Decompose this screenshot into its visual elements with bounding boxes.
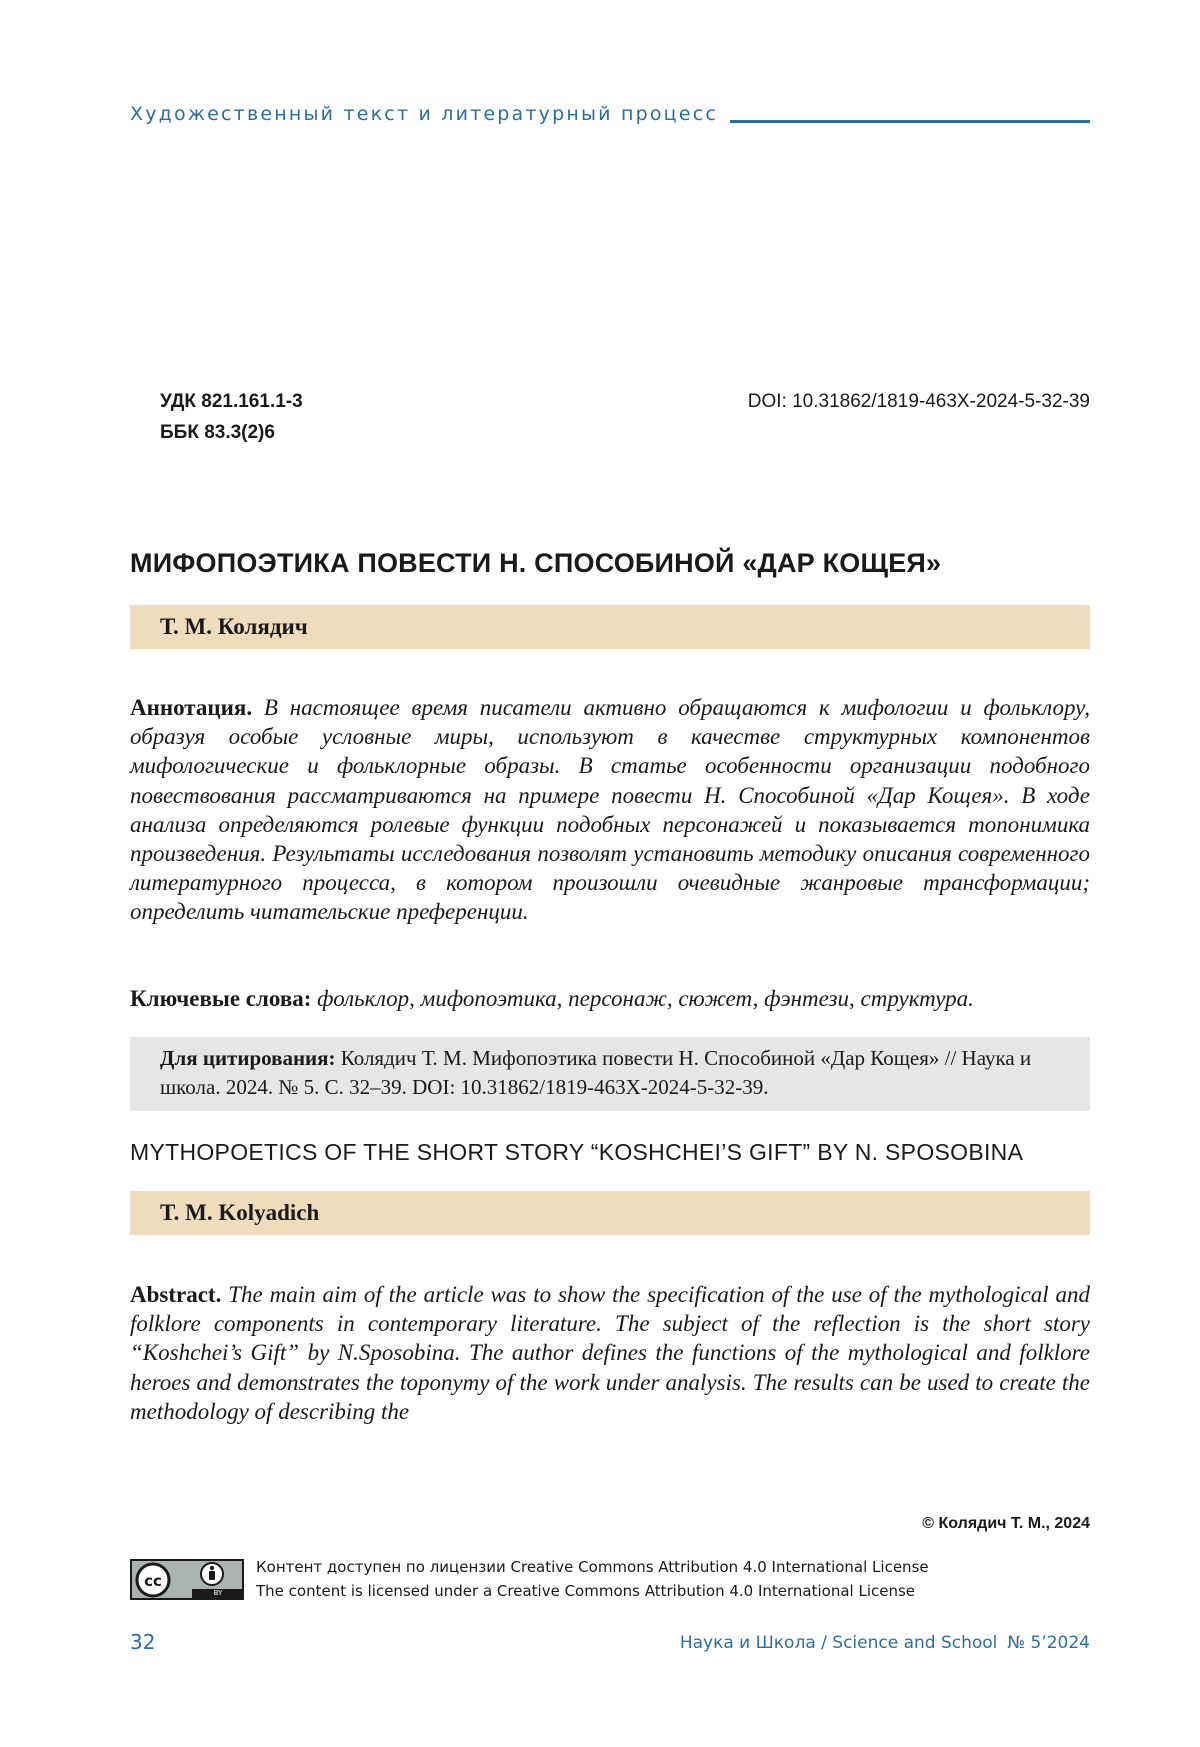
author-bar-en bbox=[130, 1191, 1090, 1235]
abstract bbox=[130, 1280, 1090, 1426]
journal-footer bbox=[600, 1633, 1090, 1653]
udk-code: УДК 821.161.1-3 bbox=[160, 391, 303, 412]
author-name-en: T. M. Kolyadich bbox=[160, 1200, 320, 1225]
license-text-en: The content is licensed under a Creative Commons Attribution 4.0 International License bbox=[256, 1582, 916, 1600]
keywords-text: фольклор, мифопоэтика, персонаж, сюжет, фэнтези, структура. bbox=[317, 986, 974, 1011]
annotation-text: В настоящее время писатели активно обращаются к мифологии и фольклору, образуя особые условные миры, используют в качестве структурных компонентов мифологические и фольклорные образы. В статье особенности организации подобного повествования рассматриваются на примере повести Н. Способиной «Дар Кощея». В ходе анализа определяются ролевые функции подобных персонажей и показывается топонимика произведения. Результаты исследования позволят установить методику описания современного литературного процесса, в котором произошли очевидные жанровые трансформации; определить читательские преференции. bbox=[130, 695, 1090, 925]
annotation-label: Аннотация. bbox=[130, 695, 253, 720]
svg-text:cc: cc bbox=[144, 1572, 162, 1590]
annotation bbox=[130, 693, 1090, 927]
author-name-ru: Т. М. Колядич bbox=[160, 614, 308, 639]
attribution-person-icon bbox=[198, 1561, 226, 1589]
header-rule bbox=[730, 120, 1090, 123]
citation-label: Для цитирования: bbox=[160, 1046, 336, 1070]
article-title-en: MYTHOPOETICS OF THE SHORT STORY “KOSHCHEI’S GIFT” BY N. SPOSOBINA bbox=[130, 1139, 1024, 1165]
abstract-text: The main aim of the article was to show the specification of the use of the mythological and folklore components in contemporary literature. The subject of the reflection is the short story “Koshchei’s Gift” by N.Sposobina. The author defines the functions of the mythological and folklore heroes and demonstrates the toponymy of the work under analysis. The results can be used to create the methodology of describing the bbox=[130, 1282, 1091, 1424]
journal-issue: № 5’2024 bbox=[1007, 1633, 1090, 1653]
cc-by-label: BY bbox=[192, 1589, 244, 1598]
author-bar-ru bbox=[130, 605, 1090, 649]
doi: DOI: 10.31862/1819-463X-2024-5-32-39 bbox=[747, 391, 1090, 412]
page-number: 32 bbox=[130, 1630, 156, 1654]
citation-text-block bbox=[160, 1044, 1060, 1102]
citation-box bbox=[130, 1037, 1090, 1111]
keywords bbox=[130, 984, 1090, 1013]
cc-license-badge[interactable] bbox=[130, 1559, 244, 1600]
section-header: Художественный текст и литературный процесс bbox=[130, 103, 718, 125]
copyright: © Колядич Т. М., 2024 bbox=[922, 1515, 1090, 1532]
creative-commons-icon bbox=[135, 1562, 171, 1598]
abstract-label: Abstract. bbox=[130, 1282, 222, 1307]
citation-text: Колядич Т. М. Мифопоэтика повести Н. Способиной «Дар Кощея» // Наука и школа. 2024. № 5. С. 32–39. DOI: 10.31862/1819-463X-2024-5-32-39. bbox=[160, 1046, 1032, 1099]
keywords-label: Ключевые слова: bbox=[130, 986, 312, 1011]
bbk-code: ББК 83.3(2)6 bbox=[160, 422, 275, 443]
journal-name: Наука и Школа / Science and School bbox=[679, 1633, 998, 1653]
license-text-ru: Контент доступен по лицензии Creative Commons Attribution 4.0 International License bbox=[256, 1558, 929, 1576]
article-title-ru: МИФОПОЭТИКА ПОВЕСТИ Н. СПОСОБИНОЙ «ДАР КОЩЕЯ» bbox=[130, 548, 942, 578]
